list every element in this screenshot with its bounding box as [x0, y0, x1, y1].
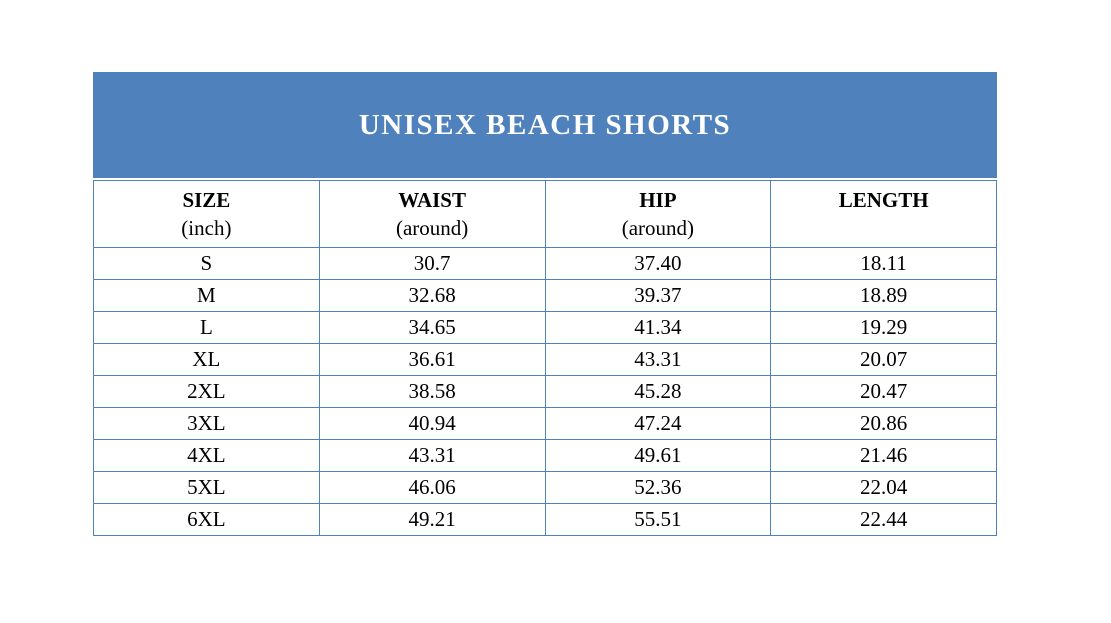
cell-waist: 49.21: [319, 504, 545, 536]
cell-length: 19.29: [771, 312, 997, 344]
cell-size: S: [94, 248, 320, 280]
table-row-l: [94, 312, 997, 344]
header-cell-waist: [319, 181, 545, 248]
cell-size: 6XL: [94, 504, 320, 536]
table-row-m: [94, 280, 997, 312]
table-body: [94, 248, 997, 536]
header-cell-hip: [545, 181, 771, 248]
column-label-length: LENGTH: [838, 188, 929, 212]
cell-hip: 55.51: [545, 504, 771, 536]
column-sublabel-size: (inch): [181, 216, 232, 241]
cell-hip: 37.40: [545, 248, 771, 280]
column-sublabel-hip: (around): [621, 216, 695, 241]
cell-length: 18.11: [771, 248, 997, 280]
cell-waist: 46.06: [319, 472, 545, 504]
cell-waist: 43.31: [319, 440, 545, 472]
cell-length: 20.47: [771, 376, 997, 408]
cell-waist: 36.61: [319, 344, 545, 376]
column-label-waist: WAIST: [398, 188, 466, 212]
cell-waist: 34.65: [319, 312, 545, 344]
cell-hip: 45.28: [545, 376, 771, 408]
table-row-3xl: [94, 408, 997, 440]
cell-hip: 47.24: [545, 408, 771, 440]
cell-size: 2XL: [94, 376, 320, 408]
cell-length: 20.86: [771, 408, 997, 440]
size-chart: [93, 72, 997, 536]
table-row-5xl: [94, 472, 997, 504]
table-header: [94, 181, 997, 248]
cell-hip: 43.31: [545, 344, 771, 376]
cell-length: 22.44: [771, 504, 997, 536]
cell-hip: 49.61: [545, 440, 771, 472]
cell-length: 21.46: [771, 440, 997, 472]
table-row-2xl: [94, 376, 997, 408]
chart-title: UNISEX BEACH SHORTS: [358, 108, 732, 141]
cell-size: XL: [94, 344, 320, 376]
header-cell-size: [94, 181, 320, 248]
size-table: [93, 180, 997, 536]
column-sublabel-waist: (around): [395, 216, 469, 241]
cell-length: 18.89: [771, 280, 997, 312]
cell-length: 20.07: [771, 344, 997, 376]
cell-waist: 40.94: [319, 408, 545, 440]
cell-hip: 39.37: [545, 280, 771, 312]
table-row-s: [94, 248, 997, 280]
cell-size: 5XL: [94, 472, 320, 504]
cell-waist: 32.68: [319, 280, 545, 312]
cell-length: 22.04: [771, 472, 997, 504]
cell-hip: 52.36: [545, 472, 771, 504]
header-row: [94, 181, 997, 248]
cell-hip: 41.34: [545, 312, 771, 344]
cell-size: M: [94, 280, 320, 312]
cell-waist: 38.58: [319, 376, 545, 408]
table-row-6xl: [94, 504, 997, 536]
header-cell-length: [771, 181, 997, 248]
cell-waist: 30.7: [319, 248, 545, 280]
cell-size: 3XL: [94, 408, 320, 440]
table-row-4xl: [94, 440, 997, 472]
chart-title-band: [93, 72, 997, 178]
table-row-xl: [94, 344, 997, 376]
column-label-size: SIZE: [182, 188, 231, 212]
column-label-hip: HIP: [639, 188, 677, 212]
cell-size: L: [94, 312, 320, 344]
cell-size: 4XL: [94, 440, 320, 472]
